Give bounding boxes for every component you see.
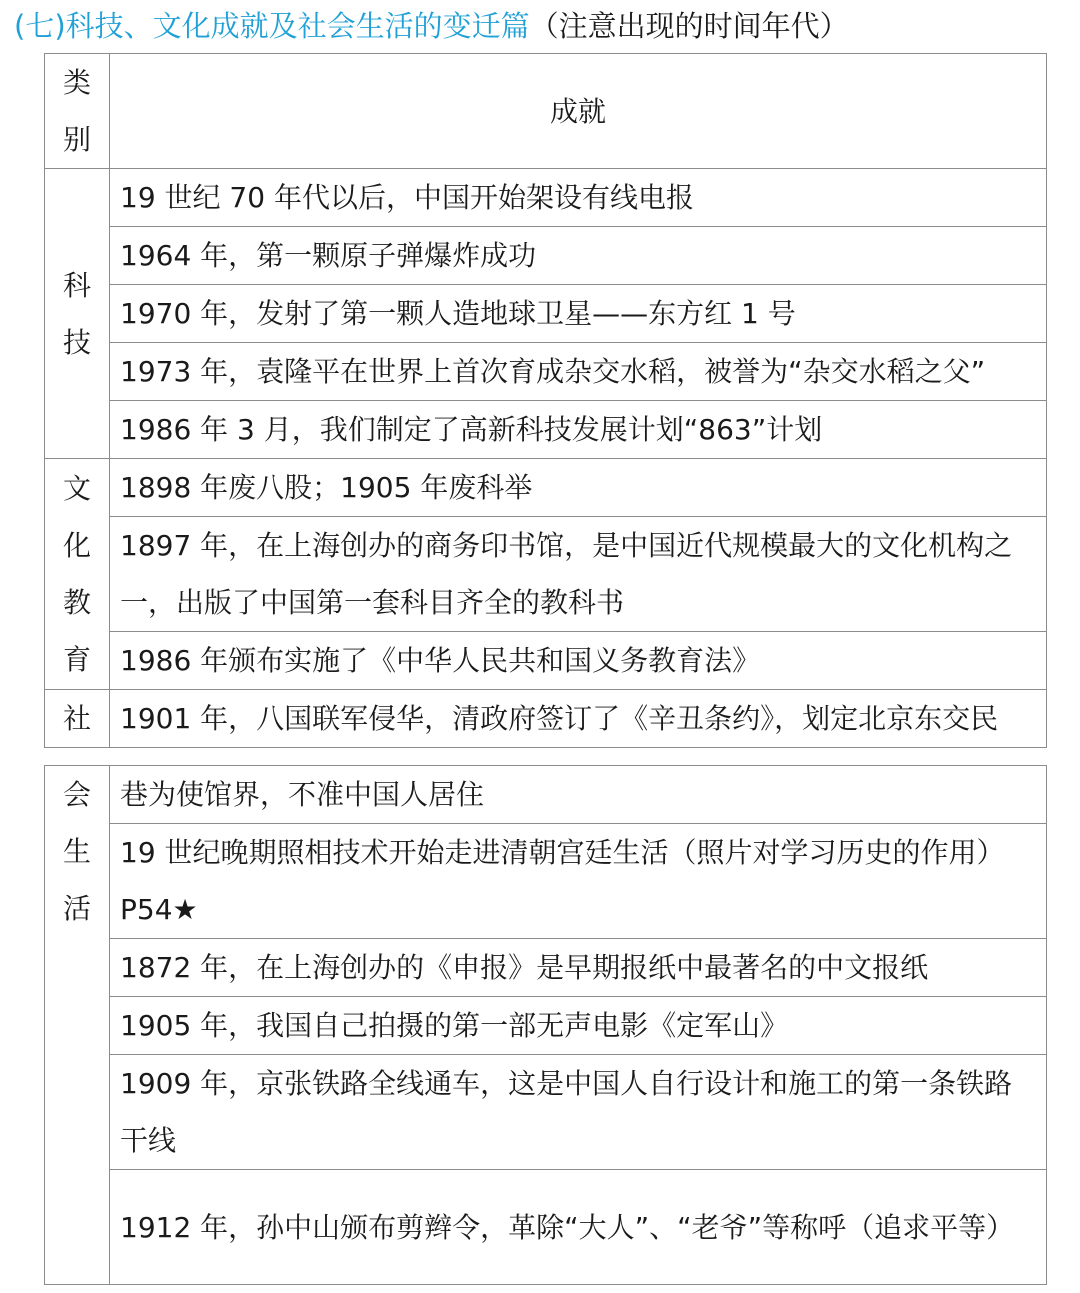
science-row-1: 19 世纪 70 年代以后，中国开始架设有线电报: [110, 169, 1047, 227]
table-row: [45, 517, 1047, 632]
table-row: [45, 169, 1047, 227]
culture-row-2: 1897 年，在上海创办的商务印书馆，是中国近代规模最大的文化机构之一，出版了中国第一套科目齐全的教科书: [110, 517, 1047, 632]
table-row: [45, 824, 1047, 939]
category-culture-education: 文 化 教 育: [45, 459, 110, 690]
society-row-2: 巷为使馆界，不准中国人居住: [110, 766, 1047, 824]
society-row-6: 1909 年，京张铁路全线通车，这是中国人自行设计和施工的第一条铁路干线: [110, 1055, 1047, 1170]
culture-row-3: 1986 年颁布实施了《中华人民共和国义务教育法》: [110, 632, 1047, 690]
table-header-row: [45, 54, 1047, 169]
table-row: [45, 766, 1047, 824]
table-row: [45, 690, 1047, 748]
table-row: [45, 632, 1047, 690]
table-row: [45, 997, 1047, 1055]
culture-row-1: 1898 年废八股；1905 年废科举: [110, 459, 1047, 517]
heading-title: (七)科技、文化成就及社会生活的变迁篇: [14, 9, 530, 43]
achievements-table-part2: [44, 765, 1047, 1285]
category-society-life: 会 生 活: [45, 766, 110, 1285]
achievements-table-part1: [44, 53, 1047, 748]
society-row-1: 1901 年，八国联军侵华，清政府签订了《辛丑条约》，划定北京东交民: [110, 690, 1047, 748]
society-row-4: 1872 年，在上海创办的《申报》是早期报纸中最著名的中文报纸: [110, 939, 1047, 997]
section-heading: [14, 4, 849, 48]
table-row: [45, 285, 1047, 343]
table-row: [45, 401, 1047, 459]
table-row: [45, 227, 1047, 285]
society-row-5: 1905 年，我国自己拍摄的第一部无声电影《定军山》: [110, 997, 1047, 1055]
category-science: 科 技: [45, 169, 110, 459]
table-row: [45, 1055, 1047, 1170]
table-row: [45, 939, 1047, 997]
science-row-5: 1986 年 3 月，我们制定了高新科技发展计划“863”计划: [110, 401, 1047, 459]
table-row: [45, 343, 1047, 401]
science-row-3: 1970 年，发射了第一颗人造地球卫星——东方红 1 号: [110, 285, 1047, 343]
category-society-start: 社: [45, 690, 110, 748]
category-header: 类 别: [45, 54, 110, 169]
achievement-header: 成就: [110, 54, 1047, 169]
heading-note: （注意出现的时间年代）: [529, 9, 849, 43]
table-row: [45, 459, 1047, 517]
table-row: [45, 1170, 1047, 1285]
society-row-3: 19 世纪晚期照相技术开始走进清朝宫廷生活（照片对学习历史的作用）P54★: [110, 824, 1047, 939]
society-row-7: 1912 年，孙中山颁布剪辫令，革除“大人”、“老爷”等称呼（追求平等）: [110, 1170, 1047, 1285]
science-row-4: 1973 年，袁隆平在世界上首次育成杂交水稻，被誉为“杂交水稻之父”: [110, 343, 1047, 401]
science-row-2: 1964 年，第一颗原子弹爆炸成功: [110, 227, 1047, 285]
